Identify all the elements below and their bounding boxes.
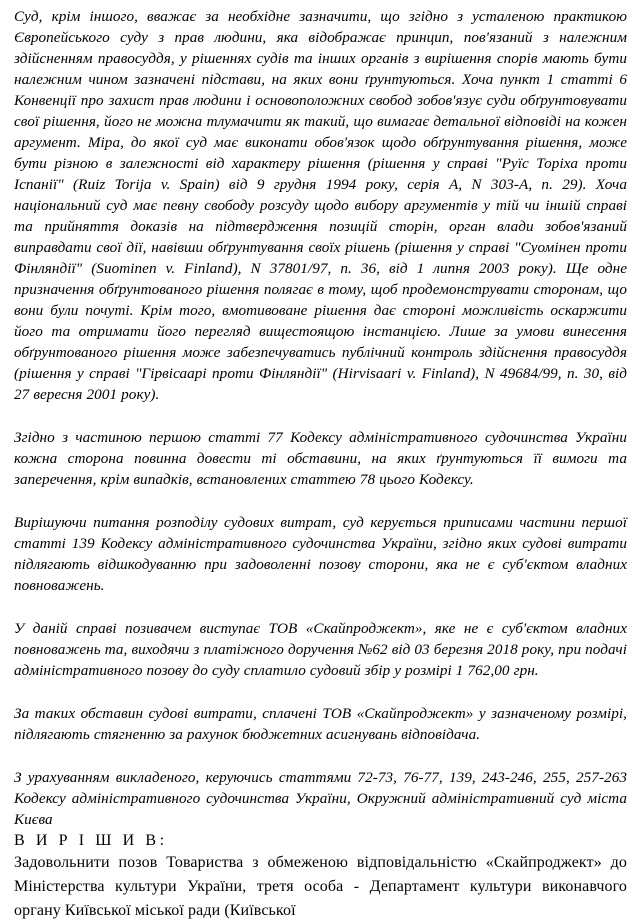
paragraph-court-fee: У даній справі позивачем виступає ТОВ «Скайпроджект», яке не є суб'єктом владних повноважень та, виходячи з платіжного доручення №62 від 03 березня 2018 року, при подачі адміністративного позову до суду сплатило судовий збір у розмірі 1 762,00 грн. <box>14 620 627 679</box>
paragraph-article-139: Вирішуючи питання розподілу судових витрат, суд керується приписами частини першої статті 139 Кодексу адміністративного судочинства України, згідно яких судові витрати підлягають відшкодуванню при задоволенні позову сторони, яка не є суб'єктом владних повноважень. <box>14 514 627 594</box>
verdict-heading: В И Р І Ш И В: <box>14 832 168 849</box>
paragraph-legal-basis: З урахуванням викладеного, керуючись статтями 72-73, 76-77, 139, 243-246, 255, 257-263 Кодексу адміністративного судочинства України, Окружний адміністративний суд міста Києва <box>14 769 627 828</box>
paragraph-article-77: Згідно з частиною першою статті 77 Кодексу адміністративного судочинства України кожна сторона повинна довести ті обставини, на яких ґрунтуються її вимоги та заперечення, крім випадків, встановлених статтею 78 цього Кодексу. <box>14 429 627 488</box>
paragraph-costs-recovery: За таких обставин судові витрати, сплачені ТОВ «Скайпроджект» у зазначеному розмірі, підлягають стягненню за рахунок бюджетних асигнувань відповідача. <box>14 705 627 743</box>
paragraph-ecthr-reasoning: Суд, крім іншого, вважає за необхідне зазначити, що згідно з усталеною практикою Європейського суду з прав людини, яка відображає принцип, пов'язаний з належним здійсненням правосуддя, у рішеннях судів та інших органів з вирішення спорів мають бути належним чином зазначені підстави, на яких вони ґрунтуються. Хоча пункт 1 статті 6 Конвенції про захист прав людини і основоположних свобод зобов'язує суди обґрунтовувати свої рішення, його не можна тлумачити як такий, що вимагає детальної відповіді на кожен аргумент. Міра, до якої суд має виконати обов'язок щодо обґрунтування рішення, може бути різною в залежності від характеру рішення (рішення у справі "Руїс Торіха проти Іспанії" (Ruiz Torija v. Spain) від 9 грудня 1994 року, серія А, N 303-А, п. 29). Хоча національний суд має певну свободу розсуду щодо вибору аргументів у тій чи іншій справі та прийняття доказів на підтвердження позицій сторін, орган влади зобов'язаний виправдати свої дії, навівши обґрунтування своїх рішень (рішення у справі "Суомінен проти Фінляндії" (Suominen v. Finland), N 37801/97, п. 36, від 1 липня 2003 року). Ще одне призначення обґрунтованого рішення полягає в тому, щоб продемонструвати сторонам, що вони були почуті. Крім того, вмотивоване рішення дає стороні можливість оскаржити його та отримати його перегляд вищестоящою інстанцією. Лише за умови винесення обґрунтованого рішення може забезпечуватись публічний контроль здійснення правосуддя (рішення у справі "Гірвісаарі проти Фінляндії" (Hirvisaari v. Finland), N 49684/99, п. 30, від 27 вересня 2001 року). <box>14 8 627 403</box>
verdict-paragraph: Задовольнити позов Товариства з обмеженою відповідальністю «Скайпроджект» до Міністерства культури України, третя особа - Департамент культури виконавчого органу Київської міської ради (Київської <box>14 854 627 919</box>
